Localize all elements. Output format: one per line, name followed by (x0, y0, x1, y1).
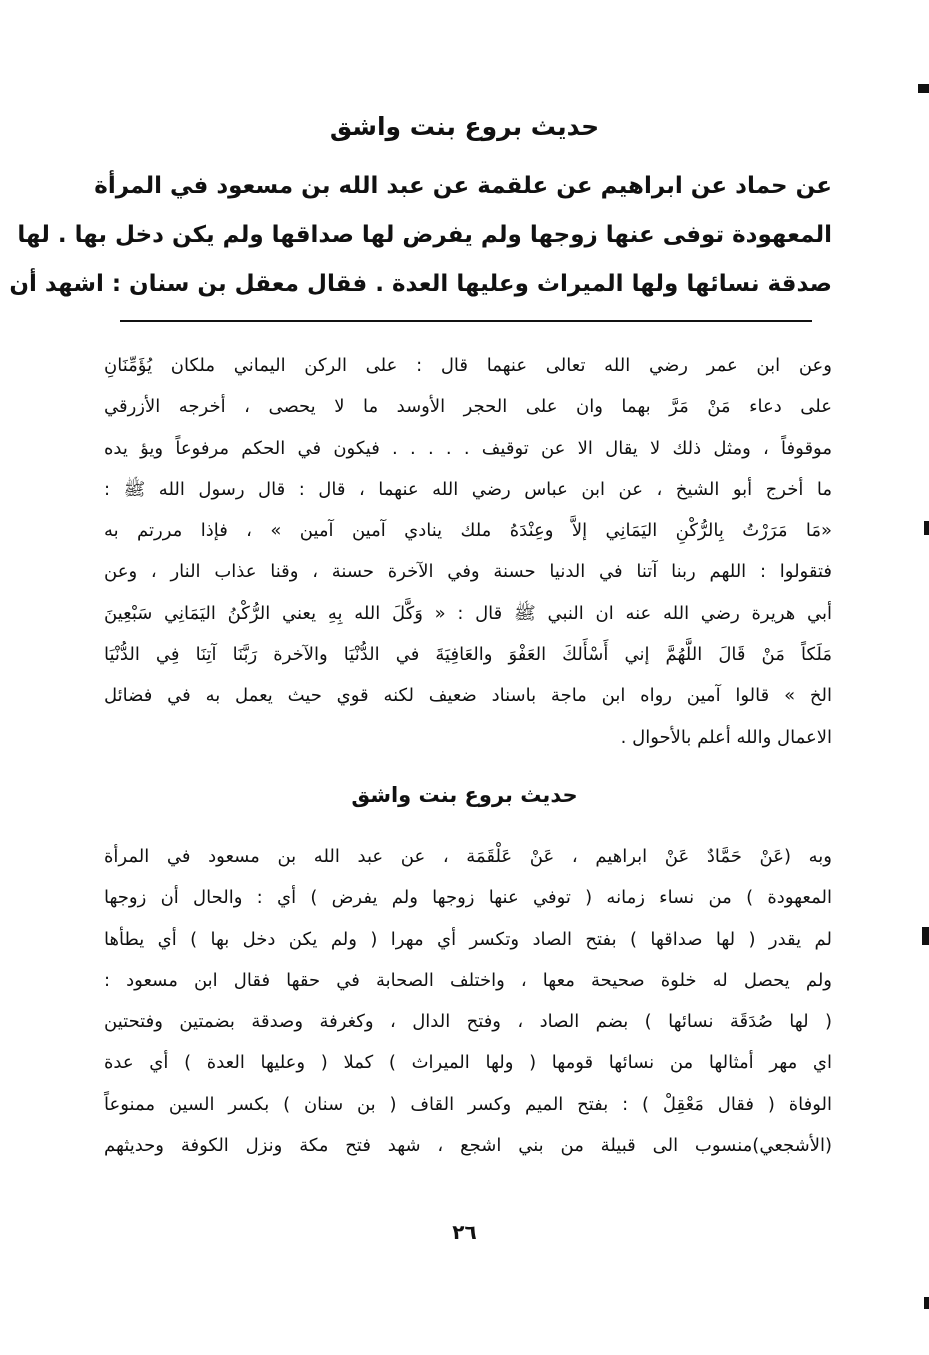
commentary-line: وبه (عَنْ حَمَّادٌ عَنْ ابراهيم ، عَنْ عَلْقَمَة ، عن عبد الله بن مسعود في المرأة (104, 846, 832, 867)
paragraph-line: ما أخرج أبو الشيخ ، عن ابن عباس رضي الله عنهما ، قال : قال رسول الله ﷺ : (104, 478, 832, 500)
scan-edge-mark (922, 927, 929, 945)
section-divider (120, 320, 812, 322)
paragraph-line: على دعاء مَنْ مَرَّ بهما وان على الحجر الأوسد ما لا يحصى ، أخرجه الأزرقي (104, 396, 832, 418)
commentary-line: (الأشجعي)منسوب الى قبيلة من بني اشجع ، شهد فتح مكة ونزل الكوفة وحديثهم (104, 1135, 832, 1157)
hadith-line: المعهودة توفى عنها زوجها ولم يفرض لها صداقها ولم يكن دخل بها . لها (17, 222, 832, 248)
commentary-paragraph (104, 836, 832, 1166)
paragraph-line: الاعمال والله أعلم بالأحوال . (620, 726, 832, 748)
paragraph-line: أبي هريرة رضي الله عنه ان النبي ﷺ قال : « وَكَّلَ الله بِهِ يعني الرُّكْنُ اليَمَانِي سَبْعِينَ (104, 602, 832, 624)
commentary-line: اي مهر أمثالها من نسائها قومها ( ولها الميراث ) كملا ( وعليها العدة ) أي عدة (104, 1052, 832, 1074)
paragraph-line: فتقولوا : اللهم ربنا آتنا في الدنيا حسنة وفي الآخرة حسنة ، وقنا عذاب النار ، وعن (104, 561, 832, 583)
commentary-line: ولم يحصل له خلوة صحيحة معها ، واختلف الصحابة في حقها فقال ابن مسعود : (104, 969, 832, 991)
paragraph-line: الخ » قالوا آمين رواه ابن ماجة باسناد ضعيف لكنه قوي حيث يعمل به في فضائل (104, 685, 832, 707)
section-subtitle: حديث بروع بنت واشق (351, 783, 578, 807)
paragraph-line: مَلَكاً مَنْ قَالَ اللَّهُمَّ إني أَسْأَلكَ العَفْوَ والعَافِيَةَ في الدُّنْيَا والآخرة رَبَّنَا آتِنَا فِي الدُّنْيَا (104, 644, 832, 666)
page-number: ٢٦ (452, 1220, 477, 1244)
paragraph-line: وعن ابن عمر رضي الله تعالى عنهما قال : على الركن اليماني ملكان يُؤَمِّنَانِ (104, 355, 832, 376)
hadith-line: عن حماد عن ابراهيم عن علقمة عن عبد الله بن مسعود في المرأة (94, 173, 832, 199)
page-title: حديث بروع بنت واشق (329, 112, 600, 141)
hadith-line: صدقة نسائها ولها الميراث وعليها العدة . فقال معقل بن سنان : اشهد أن (9, 271, 832, 297)
scan-edge-mark (924, 521, 929, 535)
paragraph-line: موقوفاً ، ومثل ذلك لا يقال الا عن توقيف . . . . . فيكون في الحكم مرفوعاً ويؤ يده (104, 437, 832, 459)
commentary-line: المعهودة ) من نساء زمانه ( توفي عنها زوجها ولم يفرض ) أي : والحال أن زوجها (104, 887, 832, 909)
hadith-text (9, 162, 832, 309)
paragraph-line: «مَا مَرَرْتُ بِالرُّكْنِ اليَمَانِي إلاَّ وعِنْدَهُ ملك ينادي آمين آمين » ، فإذا مررتم به (104, 520, 832, 542)
commentary-line: لم يقدر ( لها صداقها ) بفتح الصاد وتكسر أي مهرا ( ولم يكن دخل بها ) أي يطأها (104, 928, 832, 950)
commentary-line: ( لها صُدَقَة نسائها ) بضم الصاد ، وفتح الدال ، وكغرفة وصدقة بضمتين وفتحتين (104, 1011, 832, 1033)
scan-edge-mark (918, 84, 929, 93)
scan-edge-mark (924, 1297, 929, 1309)
commentary-line: الوفاة ( فقال مَعْقِلْ ) : بفتح الميم وكسر القاف ( بن سنان ) بكسر السين ممنوعاً (104, 1093, 832, 1115)
footnote-paragraph (104, 345, 832, 758)
